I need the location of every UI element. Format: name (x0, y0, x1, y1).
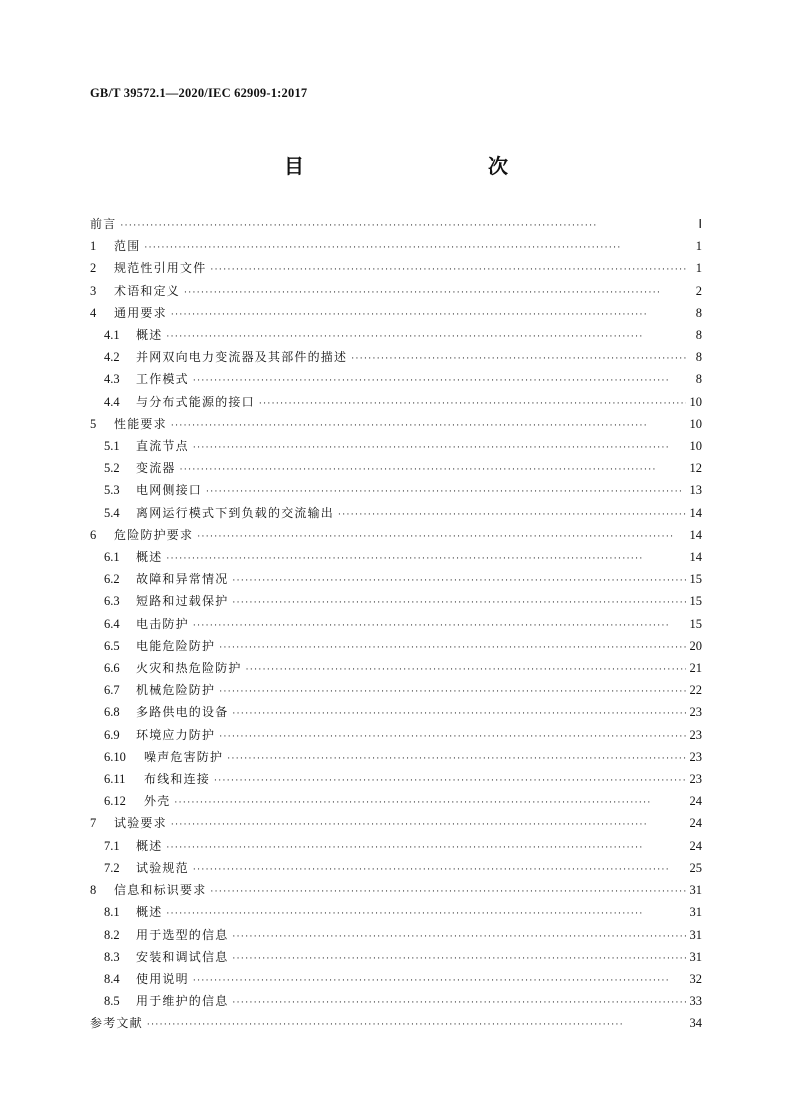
toc-entry-number: 1 (90, 239, 97, 254)
toc-entry-page: 24 (689, 838, 702, 853)
toc-entry[interactable] (90, 969, 702, 991)
table-of-contents (90, 214, 702, 1036)
toc-entry-label: 概述 (136, 328, 163, 343)
toc-entry[interactable] (90, 369, 702, 391)
toc-entry-page: 25 (689, 860, 702, 875)
toc-entry-page: 14 (689, 550, 702, 565)
document-code: GB/T 39572.1—2020/IEC 62909-1:2017 (90, 86, 308, 100)
toc-entry-page: Ⅰ (698, 217, 702, 231)
toc-entry-page: 12 (689, 461, 702, 476)
toc-entry[interactable] (90, 769, 702, 791)
toc-entry-label: 概述 (136, 550, 163, 565)
toc-entry-number: 7.1 (104, 838, 120, 853)
dot-leader (338, 505, 685, 525)
toc-entry[interactable] (90, 902, 702, 924)
toc-entry-page: 23 (689, 772, 702, 787)
toc-entry[interactable] (90, 414, 702, 436)
toc-entry-number: 6.8 (104, 705, 120, 720)
toc-entry-number: 6.1 (104, 550, 120, 565)
dot-leader (232, 927, 685, 947)
toc-entry-label: 火灾和热危险防护 (136, 661, 242, 676)
toc-entry-page: 22 (689, 683, 702, 698)
toc-entry-number: 5 (90, 416, 97, 431)
toc-entry-label: 概述 (136, 838, 163, 853)
dot-leader (232, 949, 685, 969)
dot-leader (193, 971, 686, 991)
dot-leader (144, 238, 688, 258)
toc-entry-page: 31 (689, 905, 702, 920)
toc-entry-number: 6.2 (104, 572, 120, 587)
toc-entry-label: 安装和调试信息 (136, 949, 229, 964)
toc-entry-number: 8.3 (104, 949, 120, 964)
toc-entry[interactable] (90, 236, 702, 258)
dot-leader (166, 838, 685, 858)
dot-leader (351, 349, 688, 369)
toc-entry-label: 电击防护 (136, 616, 189, 631)
dot-leader (232, 571, 685, 591)
toc-entry-page: 10 (689, 416, 702, 431)
toc-entry-number: 7.2 (104, 860, 120, 875)
dot-leader (232, 993, 685, 1013)
toc-entry-label: 性能要求 (114, 416, 167, 431)
toc-entry-label: 前言 (90, 217, 117, 231)
toc-entry-label: 外壳 (144, 794, 171, 809)
toc-entry-page: 2 (695, 283, 702, 298)
toc-entry-page: 8 (695, 350, 702, 365)
dot-leader (166, 904, 685, 924)
dot-leader (219, 727, 685, 747)
dot-leader (171, 305, 688, 325)
toc-entry-page: 23 (689, 727, 702, 742)
dot-leader (120, 216, 688, 236)
dot-leader (210, 882, 685, 902)
toc-entry-page: 10 (689, 394, 702, 409)
toc-entry-number: 4.2 (104, 350, 120, 365)
toc-entry-number: 6.10 (104, 749, 126, 764)
toc-entry-label: 电能危险防护 (136, 638, 216, 653)
toc-entry[interactable] (90, 325, 702, 347)
toc-entry-label: 离网运行模式下到负载的交流输出 (136, 505, 335, 520)
toc-entry-label: 术语和定义 (114, 283, 181, 298)
toc-entry[interactable] (90, 725, 702, 747)
toc-entry[interactable] (90, 702, 702, 724)
dot-leader (193, 371, 688, 391)
toc-entry-label: 电网侧接口 (136, 483, 203, 498)
toc-entry-page: 8 (695, 328, 702, 343)
toc-entry-page: 14 (689, 505, 702, 520)
toc-entry-label: 直流节点 (136, 439, 189, 454)
toc-entry-label: 危险防护要求 (114, 527, 194, 542)
toc-entry-number: 6.4 (104, 616, 120, 631)
toc-entry-number: 6.11 (104, 772, 126, 787)
dot-leader (166, 327, 688, 347)
toc-entry-label: 机械危险防护 (136, 683, 216, 698)
toc-entry-label: 与分布式能源的接口 (136, 394, 255, 409)
toc-entry-page: 34 (689, 1016, 702, 1031)
dot-leader (232, 704, 685, 724)
toc-entry[interactable] (90, 503, 702, 525)
toc-entry[interactable] (90, 458, 702, 480)
toc-entry-number: 5.1 (104, 439, 120, 454)
toc-entry-page: 23 (689, 705, 702, 720)
toc-entry[interactable] (90, 680, 702, 702)
toc-entry-page: 1 (695, 261, 702, 276)
toc-entry-number: 6 (90, 527, 97, 542)
toc-entry-label: 试验要求 (114, 816, 167, 831)
dot-leader (259, 394, 686, 414)
toc-entry-label: 变流器 (136, 461, 176, 476)
page-title: 目 次 (284, 154, 556, 178)
toc-entry-label: 使用说明 (136, 971, 189, 986)
toc-entry[interactable] (90, 480, 702, 502)
toc-entry[interactable] (90, 281, 702, 303)
dot-leader (219, 682, 685, 702)
toc-entry-page: 33 (689, 994, 702, 1009)
toc-entry[interactable] (90, 991, 702, 1013)
toc-entry-page: 31 (689, 883, 702, 898)
dot-leader (210, 260, 688, 280)
toc-entry-number: 8.2 (104, 927, 120, 942)
toc-entry[interactable] (90, 303, 702, 325)
toc-entry[interactable] (90, 347, 702, 369)
toc-entry-page: 10 (689, 439, 702, 454)
dot-leader (206, 482, 685, 502)
toc-entry-label: 短路和过载保护 (136, 594, 229, 609)
toc-entry[interactable] (90, 1013, 702, 1035)
toc-entry-label: 规范性引用文件 (114, 261, 207, 276)
toc-entry-number: 7 (90, 816, 97, 831)
dot-leader (214, 771, 685, 791)
toc-entry-label: 用于选型的信息 (136, 927, 229, 942)
toc-entry-label: 故障和异常情况 (136, 572, 229, 587)
toc-entry-number: 3 (90, 283, 97, 298)
toc-entry[interactable] (90, 258, 702, 280)
toc-entry-number: 6.9 (104, 727, 120, 742)
dot-leader (193, 860, 686, 880)
dot-leader (232, 593, 685, 613)
toc-entry-number: 4.3 (104, 372, 120, 387)
toc-entry[interactable] (90, 858, 702, 880)
toc-entry-label: 概述 (136, 905, 163, 920)
toc-entry[interactable] (90, 214, 702, 236)
toc-entry[interactable] (90, 591, 702, 613)
toc-entry-label: 通用要求 (114, 305, 167, 320)
toc-entry[interactable] (90, 836, 702, 858)
dot-leader (193, 616, 686, 636)
dot-leader (166, 549, 685, 569)
toc-entry-number: 4.4 (104, 394, 120, 409)
dot-leader (193, 438, 686, 458)
toc-entry-number: 5.3 (104, 483, 120, 498)
toc-entry-label: 参考文献 (90, 1016, 143, 1031)
toc-entry-number: 6.12 (104, 794, 126, 809)
dot-leader (227, 749, 685, 769)
toc-entry[interactable] (90, 547, 702, 569)
toc-entry-page: 8 (695, 372, 702, 387)
toc-entry-page: 15 (689, 594, 702, 609)
toc-entry-label: 信息和标识要求 (114, 883, 207, 898)
toc-entry-label: 布线和连接 (144, 772, 211, 787)
toc-entry[interactable] (90, 747, 702, 769)
toc-entry-page: 20 (689, 638, 702, 653)
toc-entry-label: 试验规范 (136, 860, 189, 875)
toc-entry[interactable] (90, 947, 702, 969)
toc-entry-page: 13 (689, 483, 702, 498)
toc-entry[interactable] (90, 636, 702, 658)
toc-entry-number: 8.1 (104, 905, 120, 920)
toc-entry-label: 范围 (114, 239, 141, 254)
toc-entry-page: 21 (689, 661, 702, 676)
toc-entry-page: 31 (689, 927, 702, 942)
toc-entry-number: 8.5 (104, 994, 120, 1009)
toc-entry-label: 并网双向电力变流器及其部件的描述 (136, 350, 348, 365)
toc-entry-page: 15 (689, 572, 702, 587)
toc-entry[interactable] (90, 569, 702, 591)
toc-entry[interactable] (90, 813, 702, 835)
toc-entry[interactable] (90, 658, 702, 680)
dot-leader (246, 660, 686, 680)
toc-entry-page: 24 (689, 794, 702, 809)
toc-entry-number: 6.6 (104, 661, 120, 676)
toc-entry[interactable] (90, 880, 702, 902)
toc-entry-number: 5.2 (104, 461, 120, 476)
toc-entry-number: 5.4 (104, 505, 120, 520)
toc-entry-number: 6.5 (104, 638, 120, 653)
toc-entry-number: 8 (90, 883, 97, 898)
toc-entry-page: 15 (689, 616, 702, 631)
toc-entry[interactable] (90, 392, 702, 414)
dot-leader (180, 460, 686, 480)
toc-entry-number: 6.7 (104, 683, 120, 698)
dot-leader (197, 527, 685, 547)
dot-leader (219, 638, 685, 658)
toc-entry[interactable] (90, 614, 702, 636)
dot-leader (171, 815, 686, 835)
toc-entry-page: 8 (695, 305, 702, 320)
toc-entry-number: 4.1 (104, 328, 120, 343)
dot-leader (147, 1015, 686, 1035)
toc-entry-page: 24 (689, 816, 702, 831)
toc-entry-page: 23 (689, 749, 702, 764)
toc-entry-number: 4 (90, 305, 97, 320)
toc-entry[interactable] (90, 925, 702, 947)
toc-entry-number: 2 (90, 261, 97, 276)
dot-leader (174, 793, 685, 813)
toc-entry-label: 用于维护的信息 (136, 994, 229, 1009)
toc-entry-page: 31 (689, 949, 702, 964)
toc-entry-label: 环境应力防护 (136, 727, 216, 742)
toc-entry-label: 多路供电的设备 (136, 705, 229, 720)
toc-entry-label: 工作模式 (136, 372, 189, 387)
toc-entry[interactable] (90, 436, 702, 458)
dot-leader (171, 416, 686, 436)
dot-leader (184, 283, 688, 303)
toc-entry-page: 14 (689, 527, 702, 542)
toc-entry-page: 1 (695, 239, 702, 254)
toc-entry-label: 噪声危害防护 (144, 749, 224, 764)
toc-entry-number: 8.4 (104, 971, 120, 986)
toc-entry-page: 32 (689, 971, 702, 986)
toc-entry-number: 6.3 (104, 594, 120, 609)
toc-entry[interactable] (90, 525, 702, 547)
toc-entry[interactable] (90, 791, 702, 813)
